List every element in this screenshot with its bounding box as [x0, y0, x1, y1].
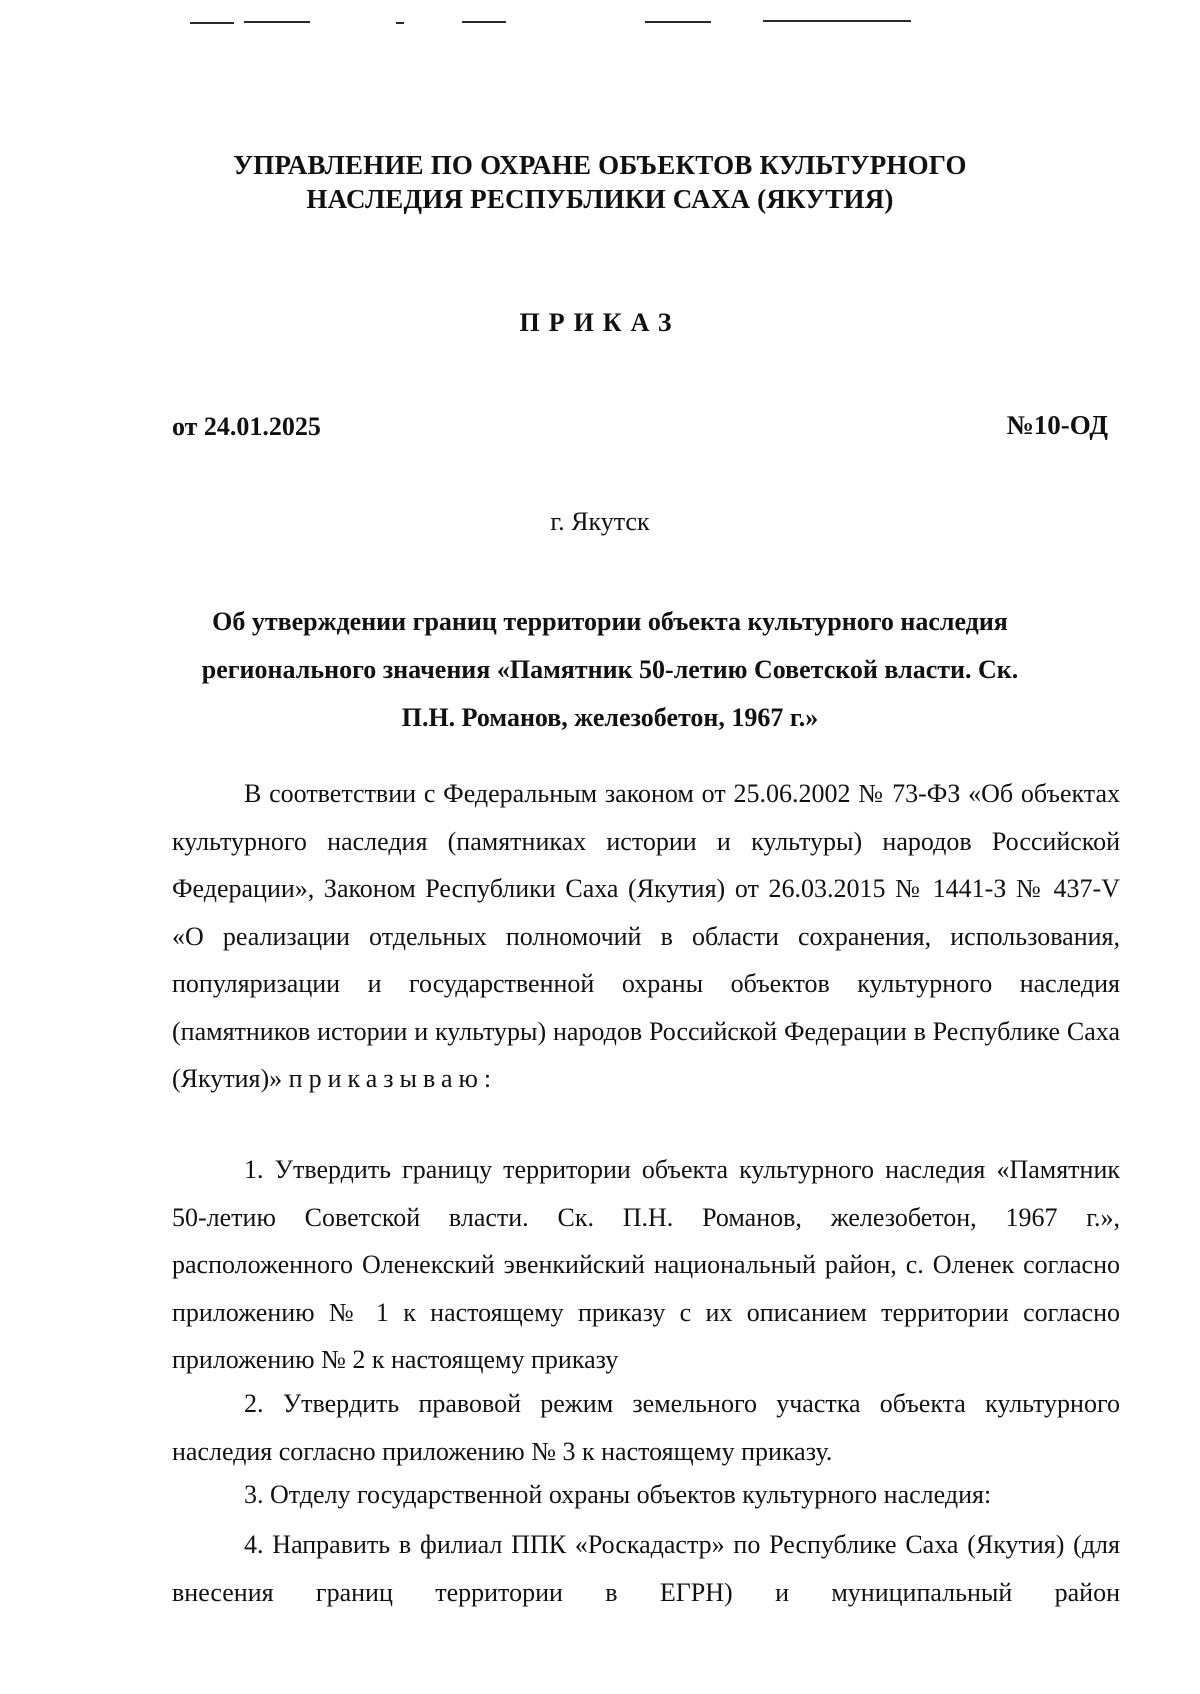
organization-name-line-1: УПРАВЛЕНИЕ ПО ОХРАНЕ ОБЪЕКТОВ КУЛЬТУРНОГО — [233, 150, 967, 180]
scan-mark — [645, 21, 711, 23]
scan-mark — [763, 20, 911, 22]
document-date: от 24.01.2025 — [172, 412, 321, 441]
order-item-3: 3. Отделу государственной охраны объектов культурного наследия: — [244, 1480, 992, 1509]
scan-mark — [396, 22, 404, 24]
preamble-text: В соответствии с Федеральным законом от 25.06.2002 № 73-ФЗ «Об объектах культурного наследия (памятниках истории и культуры) народов Российской Федерации», Законом Республики Саха (Якутия) от 26.03.2015 № 1441-З № 437-V «О реализации отдельных полномочий в области сохранения, использования, популяризации и государственной охраны объектов культурного наследия (памятников истории и культуры) народов Российской Федерации в Республике Саха (Якутия)» — [172, 779, 1120, 1093]
order-item-4: 4. Направить в филиал ППК «Роскадастр» по Республике Саха (Якутия) (для внесения границ территории в ЕГРН) и муниципальный район — [172, 1530, 1120, 1607]
title-line-3: П.Н. Романов, железобетон, 1967 г.» — [401, 703, 819, 732]
organization-name-line-2: НАСЛЕДИЯ РЕСПУБЛИКИ САХА (ЯКУТИЯ) — [306, 184, 894, 214]
title-line-2: регионального значения «Памятник 50-летию Советской власти. Ск. — [201, 655, 1019, 684]
scan-mark — [244, 21, 310, 23]
title-line-1: Об утверждении границ территории объекта культурного наследия — [212, 607, 1008, 636]
order-item-2: 2. Утвердить правовой режим земельного участка объекта культурного наследия согласно приложению № 3 к настоящему приказу. — [172, 1389, 1120, 1466]
document-number: №10-ОД — [1006, 410, 1108, 440]
order-verb: приказываю: — [288, 1064, 498, 1093]
scan-mark — [190, 22, 234, 24]
document-title — [180, 598, 1040, 742]
preamble-paragraph — [172, 770, 1120, 1103]
scan-artifact-marks — [0, 0, 1200, 40]
organization-header — [160, 148, 1040, 216]
scan-mark — [462, 21, 506, 23]
document-city: г. Якутск — [550, 507, 650, 536]
document-type: ПРИКАЗ — [519, 308, 681, 337]
order-item-1: 1. Утвердить границу территории объекта культурного наследия «Памятник 50-летию Советской власти. Ск. П.Н. Романов, железобетон, 1967 г.», расположенного Оленекский эвенкийский национальный район, с. Оленек согласно приложению № 1 к настоящему приказу с их описанием территории согласно приложению № 2 к настоящему приказу — [172, 1155, 1120, 1374]
